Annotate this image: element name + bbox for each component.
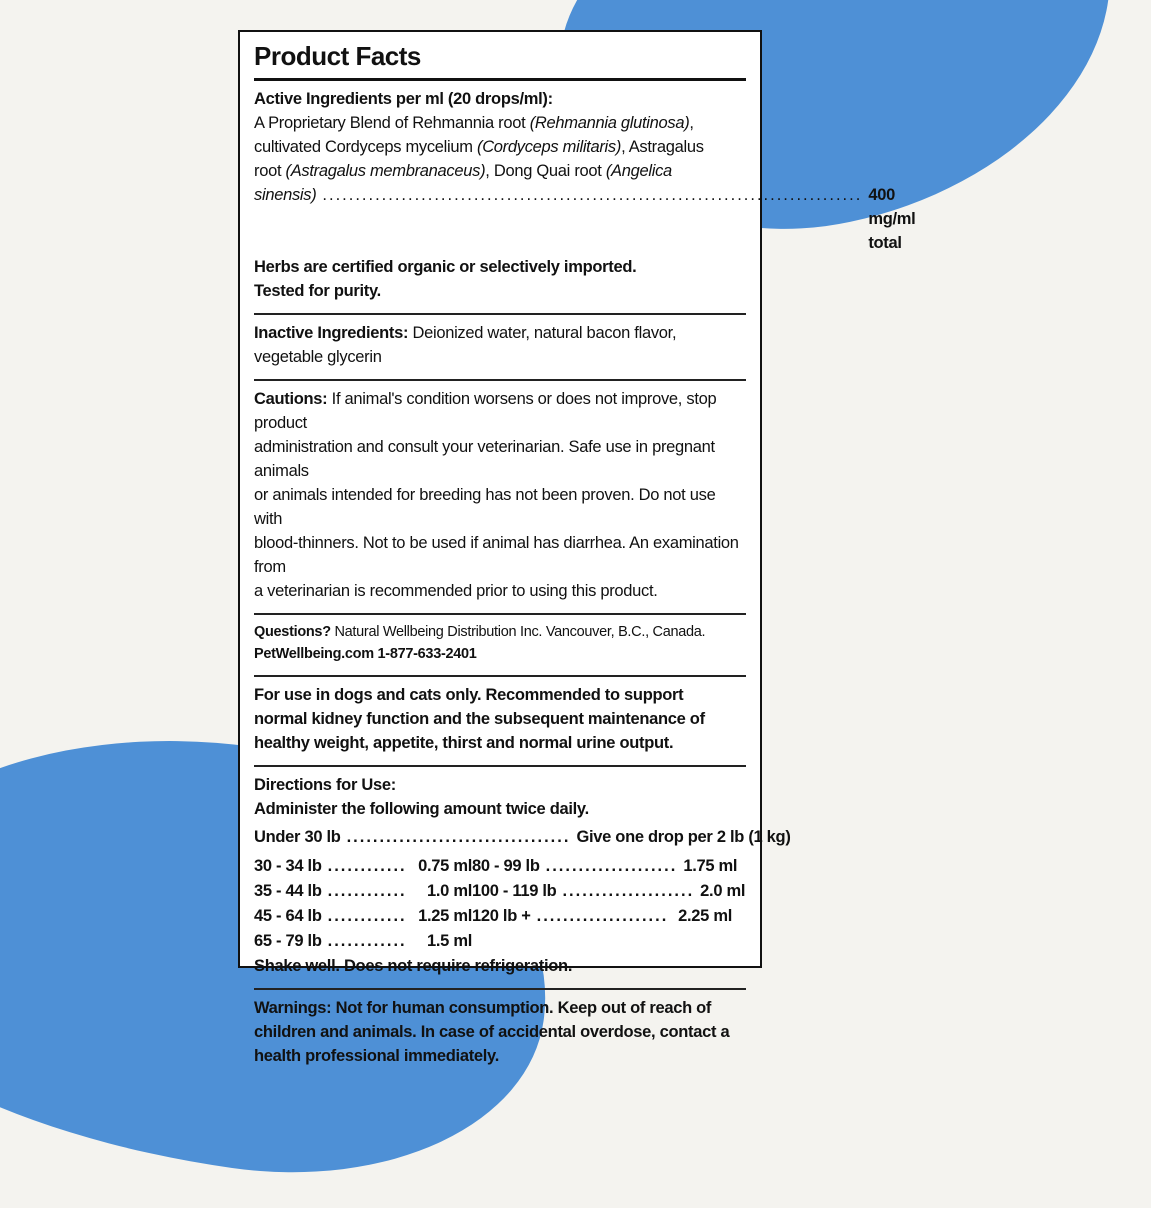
- product-facts-panel: [238, 30, 916, 1065]
- leader-dots: ....................: [536, 907, 669, 925]
- usage-line: normal kidney function and the subsequent maintenance of: [254, 710, 705, 728]
- active-total: 400 mg/ml total: [868, 186, 916, 252]
- dose-row: [472, 879, 746, 904]
- latin-name: (Angelica: [605, 162, 672, 180]
- dose-amount: 2.0 ml: [700, 882, 746, 900]
- warnings-section: [254, 996, 746, 1068]
- warnings-line: health professional immediately.: [254, 1047, 499, 1065]
- questions-contact: PetWellbeing.com 1-877-633-2401: [254, 646, 477, 662]
- cautions-line: or animals intended for breeding has not been proven. Do not use with: [254, 486, 716, 528]
- dose-weight: 35 - 44 lb: [254, 882, 322, 900]
- questions-section: [254, 621, 746, 665]
- latin-name: (Cordyceps militaris): [477, 138, 622, 156]
- leader-dots: ............: [327, 857, 407, 875]
- text-fragment: cultivated Cordyceps mycelium: [254, 138, 477, 156]
- active-total-line: [254, 183, 916, 255]
- dose-row: [472, 854, 738, 879]
- dose-column-right: [472, 854, 746, 954]
- text-fragment: root: [254, 162, 286, 180]
- warnings-label: Warnings:: [254, 999, 332, 1017]
- latin-name: (Rehmannia glutinosa): [529, 114, 690, 132]
- leader-dots: ............: [327, 907, 407, 925]
- inactive-ingredients-section: [254, 321, 746, 369]
- active-ingredients-section: [254, 87, 916, 303]
- questions-label: Questions?: [254, 624, 331, 640]
- cautions-section: [254, 387, 746, 603]
- dose-amount: 1.5 ml: [427, 932, 472, 950]
- leader-dots: ....................: [545, 857, 678, 875]
- shake-note: Shake well. Does not require refrigeration.: [254, 957, 573, 975]
- cautions-line: a veterinarian is recommended prior to using this product.: [254, 582, 658, 600]
- leader-dots: ..................................................................................: [322, 186, 863, 204]
- active-ingredients-line: [254, 159, 746, 183]
- active-ingredients-line: [254, 135, 746, 159]
- dose-row: [254, 879, 472, 904]
- leader-dots: ............: [327, 932, 407, 950]
- divider: [254, 613, 746, 615]
- dose-row: [254, 854, 472, 879]
- dose-weight: 30 - 34 lb: [254, 857, 322, 875]
- dose-weight: 45 - 64 lb: [254, 907, 322, 925]
- usage-line: healthy weight, appetite, thirst and normal urine output.: [254, 734, 674, 752]
- text-fragment: A Proprietary Blend of Rehmannia root: [254, 114, 530, 132]
- dose-row: [254, 929, 472, 954]
- dose-amount: 1.0 ml: [427, 882, 472, 900]
- divider: [254, 78, 746, 81]
- warnings-text: Not for human consumption. Keep out of reach of: [331, 999, 712, 1017]
- dose-amount: 2.25 ml: [678, 907, 732, 925]
- cautions-line: administration and consult your veterinarian. Safe use in pregnant animals: [254, 438, 715, 480]
- latin-name: (Astragalus membranaceus): [285, 162, 486, 180]
- dose-weight: 80 - 99 lb: [472, 857, 540, 875]
- dose-amount: Give one drop per 2 lb (1 kg): [576, 828, 791, 846]
- dose-amount: 0.75 ml: [418, 857, 472, 875]
- text-fragment: , Astragalus: [621, 138, 704, 156]
- divider: [254, 313, 746, 315]
- directions-subheading: Administer the following amount twice daily.: [254, 800, 589, 818]
- dose-weight: Under 30 lb: [254, 828, 341, 846]
- panel-title: Product Facts: [254, 41, 421, 71]
- text-fragment: , Dong Quai root: [485, 162, 606, 180]
- divider: [254, 675, 746, 677]
- usage-line: For use in dogs and cats only. Recommended to support: [254, 686, 684, 704]
- leader-dots: ....................: [562, 882, 695, 900]
- dose-weight: 65 - 79 lb: [254, 932, 322, 950]
- latin-name: sinensis): [254, 186, 317, 204]
- inactive-label: Inactive Ingredients:: [254, 324, 409, 342]
- dose-amount: 1.25 ml: [418, 907, 472, 925]
- inactive-line: [254, 321, 746, 345]
- usage-section: [254, 683, 746, 755]
- dose-row: [472, 904, 732, 929]
- dose-row-under-30: [254, 825, 791, 850]
- cautions-label: Cautions:: [254, 390, 328, 408]
- questions-line: [254, 621, 746, 643]
- directions-section: [254, 773, 791, 978]
- warnings-line: children and animals. In case of accidental overdose, contact a: [254, 1023, 730, 1041]
- leader-dots: ............: [327, 882, 407, 900]
- leader-dots: ..................................: [346, 828, 571, 846]
- dose-table: [254, 854, 746, 954]
- cautions-line: blood-thinners. Not to be used if animal has diarrhea. An examination from: [254, 534, 739, 576]
- text-fragment: ,: [689, 114, 694, 132]
- inactive-line: vegetable glycerin: [254, 348, 382, 366]
- dose-amount: 1.75 ml: [683, 857, 738, 875]
- questions-text: Natural Wellbeing Distribution Inc. Vancouver, B.C., Canada.: [330, 624, 706, 640]
- active-ingredients-heading: Active Ingredients per ml (20 drops/ml):: [254, 90, 553, 108]
- dose-row: [254, 904, 472, 929]
- dose-weight: 100 - 119 lb: [472, 882, 557, 900]
- divider: [254, 988, 746, 990]
- divider: [254, 765, 746, 767]
- dose-column-left: [254, 854, 472, 954]
- purity-note: Tested for purity.: [254, 282, 381, 300]
- active-ingredients-line: [254, 111, 746, 135]
- warnings-line: [254, 996, 746, 1020]
- cautions-line: [254, 387, 746, 435]
- divider: [254, 379, 746, 381]
- inactive-text: Deionized water, natural bacon flavor,: [408, 324, 677, 342]
- dose-weight: 120 lb +: [472, 907, 531, 925]
- herbs-note: Herbs are certified organic or selectively imported.: [254, 258, 637, 276]
- cautions-text: If animal's condition worsens or does not improve, stop product: [254, 390, 717, 432]
- directions-heading: Directions for Use:: [254, 776, 396, 794]
